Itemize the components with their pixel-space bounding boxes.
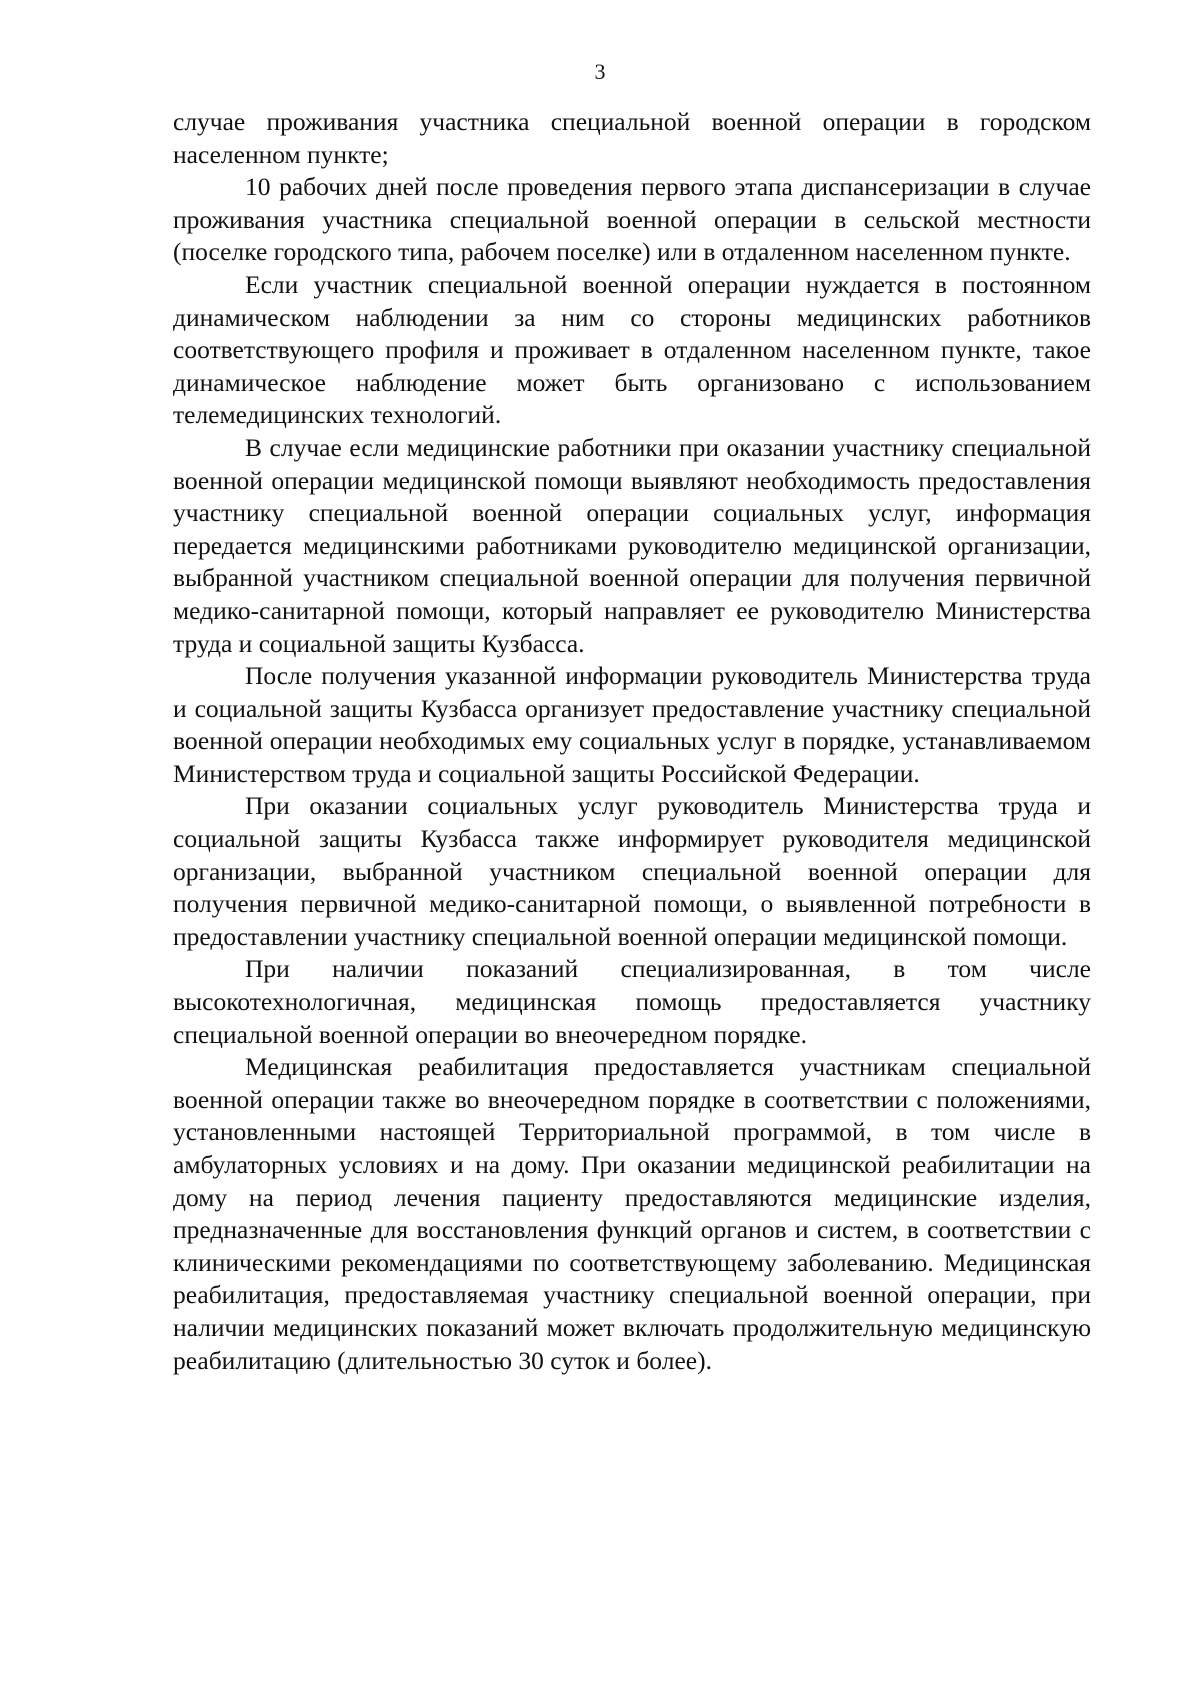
paragraph-7: При наличии показаний специализированная, в том числе высокотехнологичная, медицинская помощь предоставляется участнику специальной военной операции во внеочередном порядке. — [173, 954, 1091, 1049]
paragraph-5: После получения указанной информации руководитель Министерства труда и социальной защиты Кузбасса организует предоставление участнику специальной военной операции необходимых ему социальных услуг в порядке, устанавливаемом Министерством труда и социальной защиты Российской Федерации. — [173, 661, 1091, 788]
page-number: 3 — [594, 59, 606, 84]
paragraph-3: Если участник специальной военной операции нуждается в постоянном динамическом наблюдении за ним со стороны медицинских работников соответствующего профиля и проживает в отдаленном населенном пункте, такое динамическое наблюдение может быть организовано с использованием телемедицинских технологий. — [173, 269, 1091, 430]
paragraph-8: Медицинская реабилитация предоставляется участникам специальной военной операции также во внеочередном порядке в соответствии с положениями, установленными настоящей Территориальной программой, в том числе в амбулаторных условиях и на дому. При оказании медицинской реабилитации на дому на период лечения пациенту предоставляются медицинские изделия, предназначенные для восстановления функций органов и систем, в соответствии с клиническими рекомендациями по соответствующему заболеванию. Медицинская реабилитация, предоставляемая участнику специальной военной операции, при наличии медицинских показаний может включать продолжительную медицинскую реабилитацию (длительностью 30 суток и более). — [173, 1052, 1091, 1375]
paragraph-2: 10 рабочих дней после проведения первого этапа диспансеризации в случае проживания участника специальной военной операции в сельской местности (поселке городского типа, рабочем поселке) или в отдаленном населенном пункте. — [173, 172, 1091, 267]
paragraph-6: При оказании социальных услуг руководитель Министерства труда и социальной защиты Кузбасса также информирует руководителя медицинской организации, выбранной участником специальной военной операции для получения первичной медико-санитарной помощи, о выявленной потребности в предоставлении участнику специальной военной операции медицинской помощи. — [173, 791, 1091, 951]
paragraph-4: В случае если медицинские работники при оказании участнику специальной военной операции медицинской помощи выявляют необходимость предоставления участнику специальной военной операции социальных услуг, информация передается медицинскими работниками руководителю медицинской организации, выбранной участником специальной военной операции для получения первичной медико-санитарной помощи, который направляет ее руководителю Министерства труда и социальной защиты Кузбасса. — [173, 432, 1091, 658]
paragraph-1: случае проживания участника специальной военной операции в городском населенном пункте; — [173, 107, 1091, 169]
document-body — [173, 106, 1091, 1377]
